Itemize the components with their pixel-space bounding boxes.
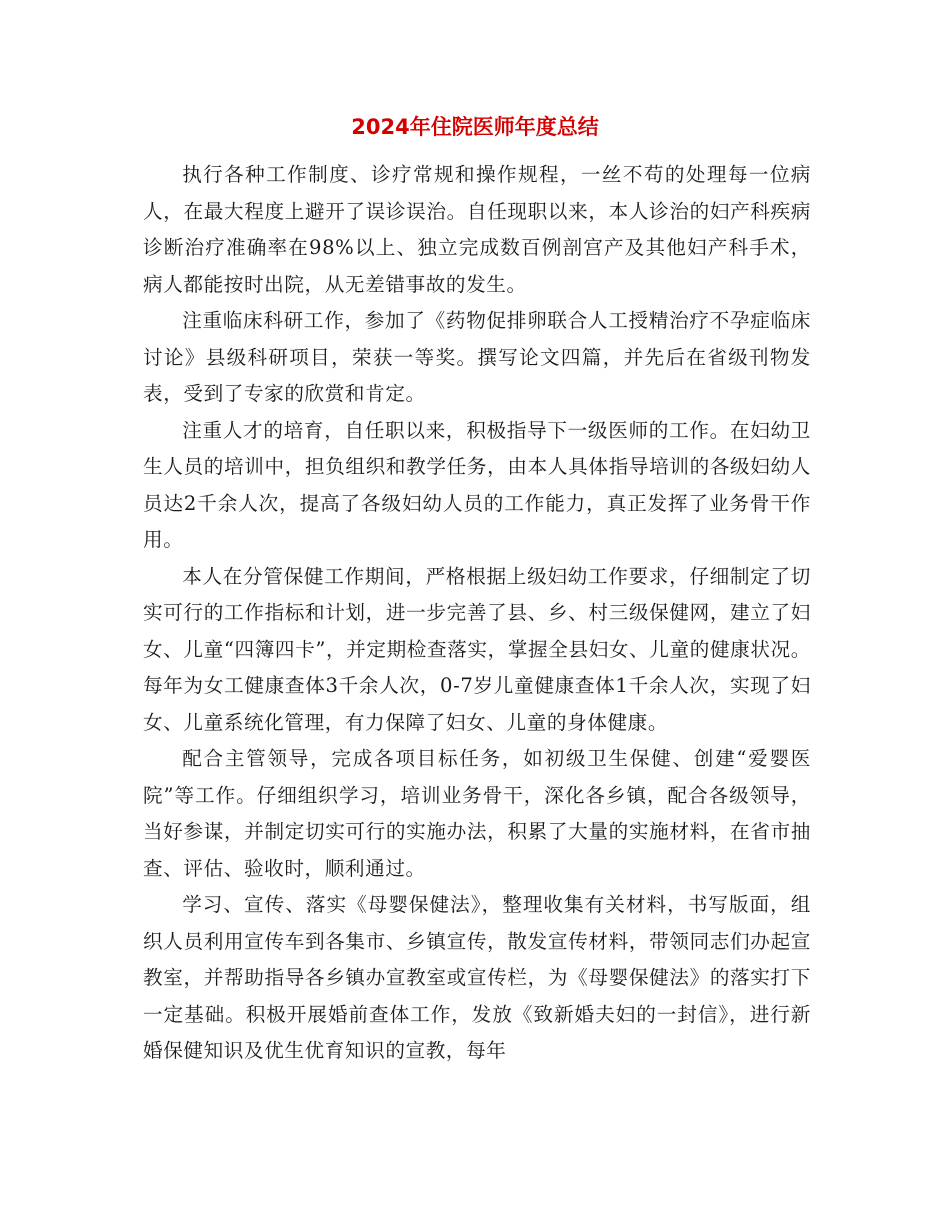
paragraph-talent-training: 注重人才的培育，自任职以来，积极指导下一级医师的工作。在妇幼卫生人员的培训中，担负组织和教学任务，由本人具体指导培训的各级妇幼人员达2千余人次，提高了各级妇幼人员的工作能力，真正发挥了业务骨干作用。 xyxy=(143,418,811,551)
paragraph-target-tasks: 配合主管领导，完成各项目标任务，如初级卫生保健、创建“爱婴医院”等工作。仔细组织学习，培训业务骨干，深化各乡镇，配合各级领导，当好参谋，并制定切实可行的实施办法，积累了大量的实施材料，在省市抽查、评估、验收时，顺利通过。 xyxy=(143,747,811,880)
paragraph-work-standards: 执行各种工作制度、诊疗常规和操作规程，一丝不苟的处理每一位病人，在最大程度上避开了误诊误治。自任现职以来，本人诊治的妇产科疾病诊断治疗准确率在98%以上、独立完成数百例剖宫产及其他妇产科手术，病人都能按时出院，从无差错事故的发生。 xyxy=(143,163,811,296)
paragraph-clinical-research: 注重临床科研工作，参加了《药物促排卵联合人工授精治疗不孕症临床讨论》县级科研项目，荣获一等奖。撰写论文四篇，并先后在省级刊物发表，受到了专家的欣赏和肯定。 xyxy=(143,309,811,405)
paragraph-maternal-law-promotion: 学习、宣传、落实《母婴保健法》，整理收集有关材料，书写版面，组织人员利用宣传车到各集市、乡镇宣传，散发宣传材料，带领同志们办起宣教室，并帮助指导各乡镇办宣教室或宣传栏，为《母婴保健法》的落实打下一定基础。积极开展婚前查体工作，发放《致新婚夫妇的一封信》，进行新婚保健知识及优生优育知识的宣教，每年 xyxy=(143,893,811,1062)
paragraph-health-care-management: 本人在分管保健工作期间，严格根据上级妇幼工作要求，仔细制定了切实可行的工作指标和计划，进一步完善了县、乡、村三级保健网，建立了妇女、儿童“四簿四卡”，并定期检查落实，掌握全县妇女、儿童的健康状况。每年为女工健康查体3千余人次，0-7岁儿童健康查体1千余人次，实现了妇女、儿童系统化管理，有力保障了妇女、儿童的身体健康。 xyxy=(143,564,811,734)
document-title: 2024年住院医师年度总结 xyxy=(351,115,599,139)
document-body xyxy=(143,157,811,1070)
